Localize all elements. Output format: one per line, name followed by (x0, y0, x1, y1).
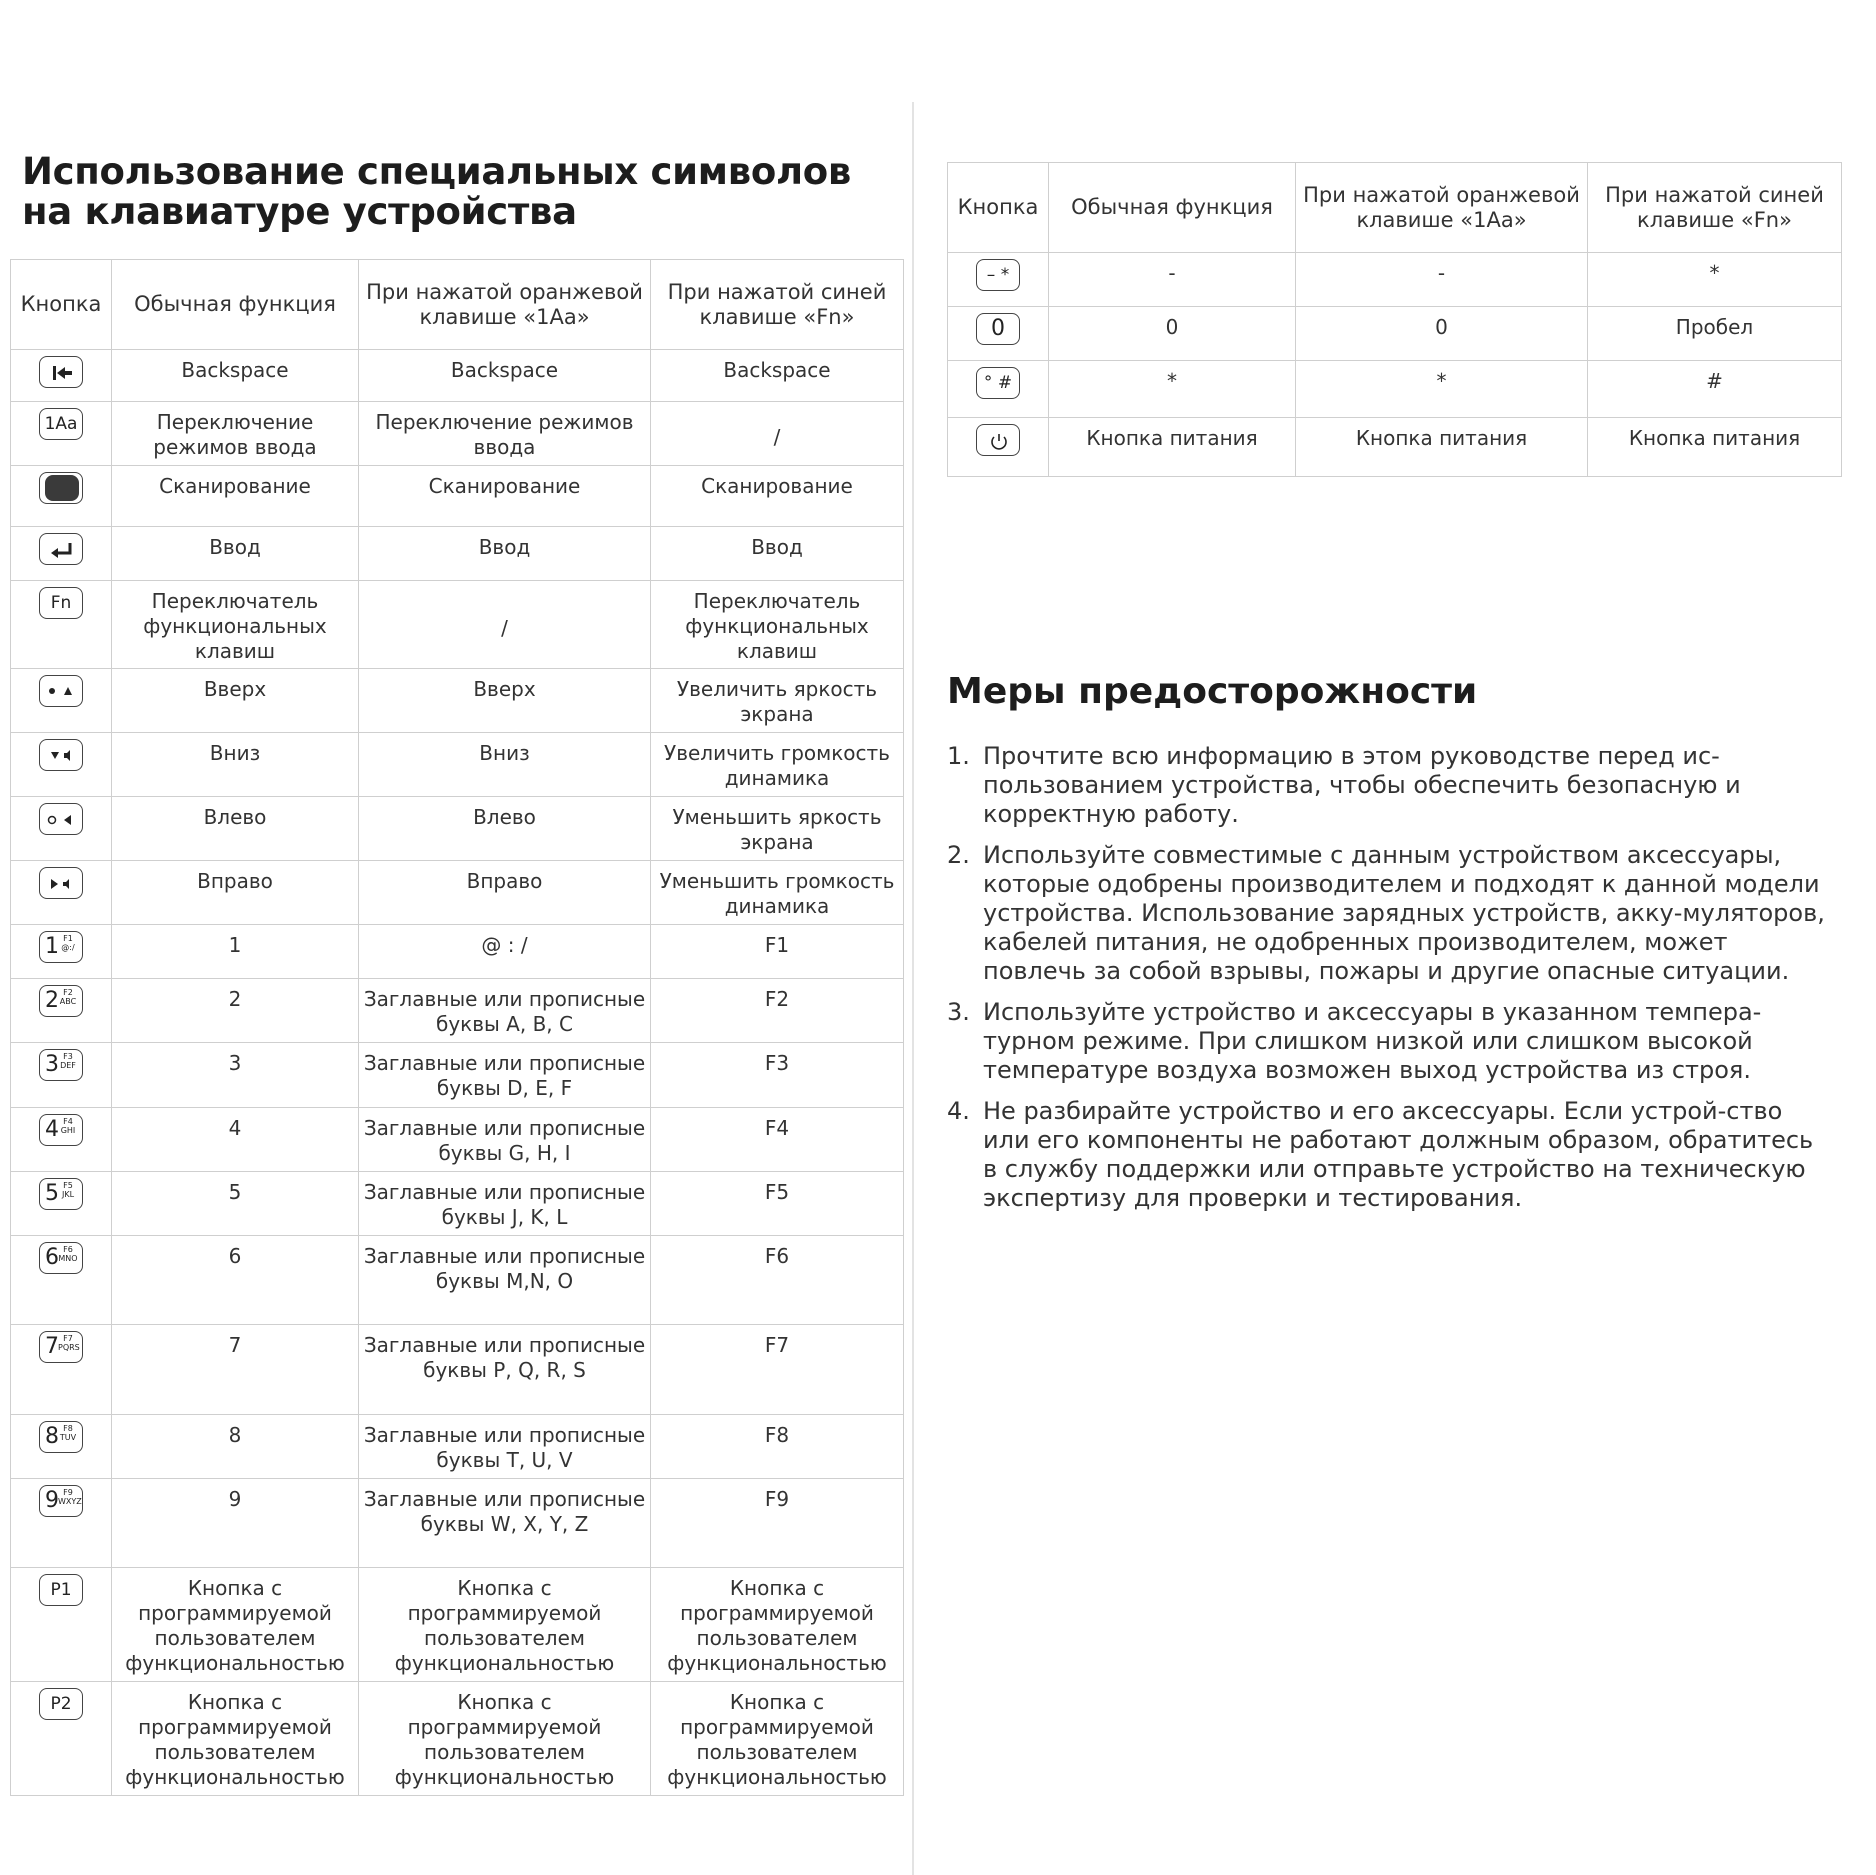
cell-orange: Заглавные или прописные буквы A, B, C (359, 979, 651, 1043)
cell-blue: Сканирование (651, 466, 904, 527)
cell-blue: F2 (651, 979, 904, 1043)
cell-orange: Заглавные или прописные буквы M,N, O (359, 1236, 651, 1325)
right-key-icon (39, 867, 83, 899)
cell-normal: 1 (112, 925, 359, 979)
precaution-number: 3. (947, 998, 970, 1026)
key-label: 5 (45, 1181, 59, 1206)
table-row (11, 797, 904, 861)
precaution-text: Используйте устройство и аксессуары в указанном темпера-турном режиме. При слишком низкой или слишком высокой температуре воздуха возможен выход устройства из строя. (983, 998, 1762, 1084)
cell-normal: Вверх (112, 669, 359, 733)
key-cell (948, 307, 1049, 361)
table-row (11, 1415, 904, 1479)
cell-blue: F7 (651, 1325, 904, 1415)
cell-orange: Вниз (359, 733, 651, 797)
header-button-2: Кнопка (948, 163, 1049, 253)
backspace-key-icon (39, 356, 83, 388)
key-cell (11, 733, 112, 797)
key-cell (11, 1236, 112, 1325)
minus-star-key-icon (976, 259, 1020, 291)
table-row (11, 527, 904, 581)
header-blue-2: При нажатой синей клавише «Fn» (1588, 163, 1842, 253)
table-row (11, 733, 904, 797)
key-label: 8 (45, 1424, 59, 1449)
table-row (11, 1108, 904, 1172)
table-row (11, 979, 904, 1043)
table-row (11, 350, 904, 402)
header-button: Кнопка (11, 260, 112, 350)
table-row (11, 1325, 904, 1415)
key-sublabel: F3 DEF (60, 1052, 76, 1070)
cell-blue: Кнопка с программируемой пользователем функциональностью (651, 1682, 904, 1796)
cell-normal: 7 (112, 1325, 359, 1415)
key-cell (948, 253, 1049, 307)
hash-key-icon (976, 367, 1020, 399)
scan-key-icon (39, 472, 83, 504)
cell-orange: Кнопка с программируемой пользователем функциональностью (359, 1568, 651, 1682)
table-row (11, 1479, 904, 1568)
precaution-item (947, 742, 1827, 829)
cell-orange: Кнопка питания (1296, 418, 1588, 477)
cell-orange: - (1296, 253, 1588, 307)
cell-blue: F3 (651, 1043, 904, 1108)
key-sublabel: F4 GHI (60, 1117, 76, 1135)
cell-normal: Вправо (112, 861, 359, 925)
cell-normal: 0 (1049, 307, 1296, 361)
key-cell (11, 1043, 112, 1108)
cell-orange: Заглавные или прописные буквы P, Q, R, S (359, 1325, 651, 1415)
cell-normal: Кнопка питания (1049, 418, 1296, 477)
power-key-icon (976, 424, 1020, 456)
page-title-line-2: на клавиатуре устройства (22, 190, 577, 233)
cell-normal: Кнопка с программируемой пользователем функциональностью (112, 1568, 359, 1682)
precaution-item (947, 841, 1827, 986)
table-row (11, 1568, 904, 1682)
key-label: Fn (50, 593, 72, 613)
cell-blue: Увеличить громкость динамика (651, 733, 904, 797)
keyboard-symbols-table-continued (947, 162, 1842, 477)
cell-blue: Ввод (651, 527, 904, 581)
key-sublabel: F7 PQRS (58, 1334, 80, 1352)
cell-orange: * (1296, 361, 1588, 418)
cell-blue: Увеличить яркость экрана (651, 669, 904, 733)
precaution-item (947, 998, 1827, 1085)
cell-orange: @ : / (359, 925, 651, 979)
keyboard-symbols-table (10, 259, 904, 1796)
key-cell (11, 581, 112, 669)
cell-normal: 6 (112, 1236, 359, 1325)
cell-normal: 5 (112, 1172, 359, 1236)
column-divider (912, 102, 914, 1875)
cell-blue: / (651, 402, 904, 466)
key-label: 6 (45, 1245, 59, 1270)
cell-orange: Переключение режимов ввода (359, 402, 651, 466)
cell-normal: * (1049, 361, 1296, 418)
cell-blue: Пробел (1588, 307, 1842, 361)
key-2-icon (39, 985, 83, 1017)
key-9-icon (39, 1485, 83, 1517)
cell-orange: Кнопка с программируемой пользователем функциональностью (359, 1682, 651, 1796)
key-6-icon (39, 1242, 83, 1274)
key-label: P1 (50, 1580, 72, 1600)
cell-blue: F9 (651, 1479, 904, 1568)
table-row (11, 861, 904, 925)
cell-normal: Влево (112, 797, 359, 861)
up-key-icon (39, 675, 83, 707)
key-cell (11, 979, 112, 1043)
precaution-number: 2. (947, 841, 970, 869)
p1-key-icon (39, 1574, 83, 1606)
key-5-icon (39, 1178, 83, 1210)
cell-normal: Backspace (112, 350, 359, 402)
cell-orange: Backspace (359, 350, 651, 402)
cell-blue: F6 (651, 1236, 904, 1325)
left-key-icon (39, 803, 83, 835)
cell-normal: 4 (112, 1108, 359, 1172)
table-row (11, 466, 904, 527)
down-key-icon (39, 739, 83, 771)
key-label: 7 (45, 1334, 59, 1359)
header-orange-2: При нажатой оранжевой клавише «1Aa» (1296, 163, 1588, 253)
key-label: 2 (45, 988, 59, 1013)
key-cell (11, 402, 112, 466)
key-cell (11, 925, 112, 979)
cell-orange: Сканирование (359, 466, 651, 527)
table-row (948, 253, 1842, 307)
key-cell (11, 1172, 112, 1236)
p2-key-icon (39, 1688, 83, 1720)
page-title-line-1: Использование специальных символов (22, 150, 851, 193)
cell-orange: Заглавные или прописные буквы D, E, F (359, 1043, 651, 1108)
cell-orange: / (359, 581, 651, 669)
key-sublabel: F6 MNO (58, 1245, 78, 1263)
table-row (11, 1172, 904, 1236)
header-blue: При нажатой синей клавише «Fn» (651, 260, 904, 350)
input-mode-key-icon (39, 408, 83, 440)
key-cell (11, 797, 112, 861)
table-row (11, 1682, 904, 1796)
key-label: 0 (991, 316, 1005, 341)
precaution-item (947, 1097, 1827, 1213)
key-7-icon (39, 1331, 83, 1363)
cell-normal: Кнопка с программируемой пользователем функциональностью (112, 1682, 359, 1796)
cell-blue: Уменьшить громкость динамика (651, 861, 904, 925)
keyboard-symbols-table-continued-body (948, 253, 1842, 477)
key-cell (11, 1682, 112, 1796)
table-row (11, 1236, 904, 1325)
cell-orange: Влево (359, 797, 651, 861)
key-cell (11, 669, 112, 733)
table-row (11, 402, 904, 466)
cell-normal: 8 (112, 1415, 359, 1479)
cell-blue: Уменьшить яркость экрана (651, 797, 904, 861)
key-sublabel: F9 WXYZ (58, 1488, 82, 1506)
table-row (11, 1043, 904, 1108)
cell-normal: Ввод (112, 527, 359, 581)
keyboard-symbols-table-body (11, 350, 904, 1796)
table-row (948, 361, 1842, 418)
cell-normal: Сканирование (112, 466, 359, 527)
cell-blue: Backspace (651, 350, 904, 402)
cell-blue: F8 (651, 1415, 904, 1479)
cell-blue: F4 (651, 1108, 904, 1172)
page-title (22, 152, 851, 232)
cell-orange: Заглавные или прописные буквы T, U, V (359, 1415, 651, 1479)
key-cell (11, 1108, 112, 1172)
table-row (948, 418, 1842, 477)
key-8-icon (39, 1421, 83, 1453)
cell-normal: 9 (112, 1479, 359, 1568)
cell-blue: F1 (651, 925, 904, 979)
key-label: 1Aa (44, 414, 78, 434)
header-normal: Обычная функция (112, 260, 359, 350)
key-sublabel: F2 ABC (59, 988, 77, 1006)
cell-orange: 0 (1296, 307, 1588, 361)
table-row (11, 669, 904, 733)
key-cell (11, 1479, 112, 1568)
key-cell (11, 1415, 112, 1479)
precautions-list (947, 742, 1827, 1225)
cell-orange: Заглавные или прописные буквы W, X, Y, Z (359, 1479, 651, 1568)
cell-normal: 2 (112, 979, 359, 1043)
precaution-number: 1. (947, 742, 970, 770)
cell-orange: Заглавные или прописные буквы G, H, I (359, 1108, 651, 1172)
cell-normal: Переключатель функциональных клавиш (112, 581, 359, 669)
cell-orange: Заглавные или прописные буквы J, K, L (359, 1172, 651, 1236)
key-cell (948, 418, 1049, 477)
key-label: 4 (45, 1117, 59, 1142)
cell-orange: Вверх (359, 669, 651, 733)
cell-blue: Переключатель функциональных клавиш (651, 581, 904, 669)
precaution-text: Используйте совместимые с данным устройством аксессуары, которые одобрены производителем и подходят к данной модели устройства. Использование зарядных устройств, акку-муляторов, кабелей питания, не одобренных производителем, может повлечь за собой взрывы, пожары и другие опасные ситуации. (983, 841, 1825, 985)
cell-blue: # (1588, 361, 1842, 418)
key-label: 9 (45, 1488, 59, 1513)
key-cell (11, 350, 112, 402)
cell-normal: Вниз (112, 733, 359, 797)
key-label: – * (986, 265, 1010, 285)
key-label: 1 (45, 934, 59, 959)
enter-key-icon (39, 533, 83, 565)
key-label: 3 (45, 1052, 59, 1077)
cell-orange: Ввод (359, 527, 651, 581)
cell-blue: * (1588, 253, 1842, 307)
precaution-text: Не разбирайте устройство и его аксессуары. Если устрой-ство или его компоненты не работают должным образом, обратитесь в службу поддержки или отправьте устройство на техническую экспертизу для проверки и тестирования. (983, 1097, 1814, 1212)
key-cell (11, 1325, 112, 1415)
key-cell (11, 527, 112, 581)
cell-normal: - (1049, 253, 1296, 307)
key-cell (11, 861, 112, 925)
key-cell (948, 361, 1049, 418)
key-1-icon (39, 931, 83, 963)
key-cell (11, 1568, 112, 1682)
key-label: P2 (50, 1694, 72, 1714)
fn-key-icon (39, 587, 83, 619)
key-sublabel: F1 @:/ (61, 934, 75, 952)
key-0-icon (976, 313, 1020, 345)
key-4-icon (39, 1114, 83, 1146)
header-normal-2: Обычная функция (1049, 163, 1296, 253)
precautions-title: Меры предосторожности (947, 671, 1478, 712)
key-sublabel: F8 TUV (59, 1424, 77, 1442)
cell-blue: Кнопка питания (1588, 418, 1842, 477)
table-row (948, 307, 1842, 361)
key-cell (11, 466, 112, 527)
precaution-text: Прочтите всю информацию в этом руководстве перед ис-пользованием устройства, чтобы обеспечить безопасную и корректную работу. (983, 742, 1741, 828)
cell-normal: Переключение режимов ввода (112, 402, 359, 466)
key-3-icon (39, 1049, 83, 1081)
cell-blue: F5 (651, 1172, 904, 1236)
table-row (11, 925, 904, 979)
cell-orange: Вправо (359, 861, 651, 925)
cell-normal: 3 (112, 1043, 359, 1108)
header-orange: При нажатой оранжевой клавише «1Aa» (359, 260, 651, 350)
key-label: ° # (983, 373, 1013, 393)
key-sublabel: F5 JKL (61, 1181, 75, 1199)
table-row (11, 581, 904, 669)
cell-blue: Кнопка с программируемой пользователем функциональностью (651, 1568, 904, 1682)
precaution-number: 4. (947, 1097, 970, 1125)
